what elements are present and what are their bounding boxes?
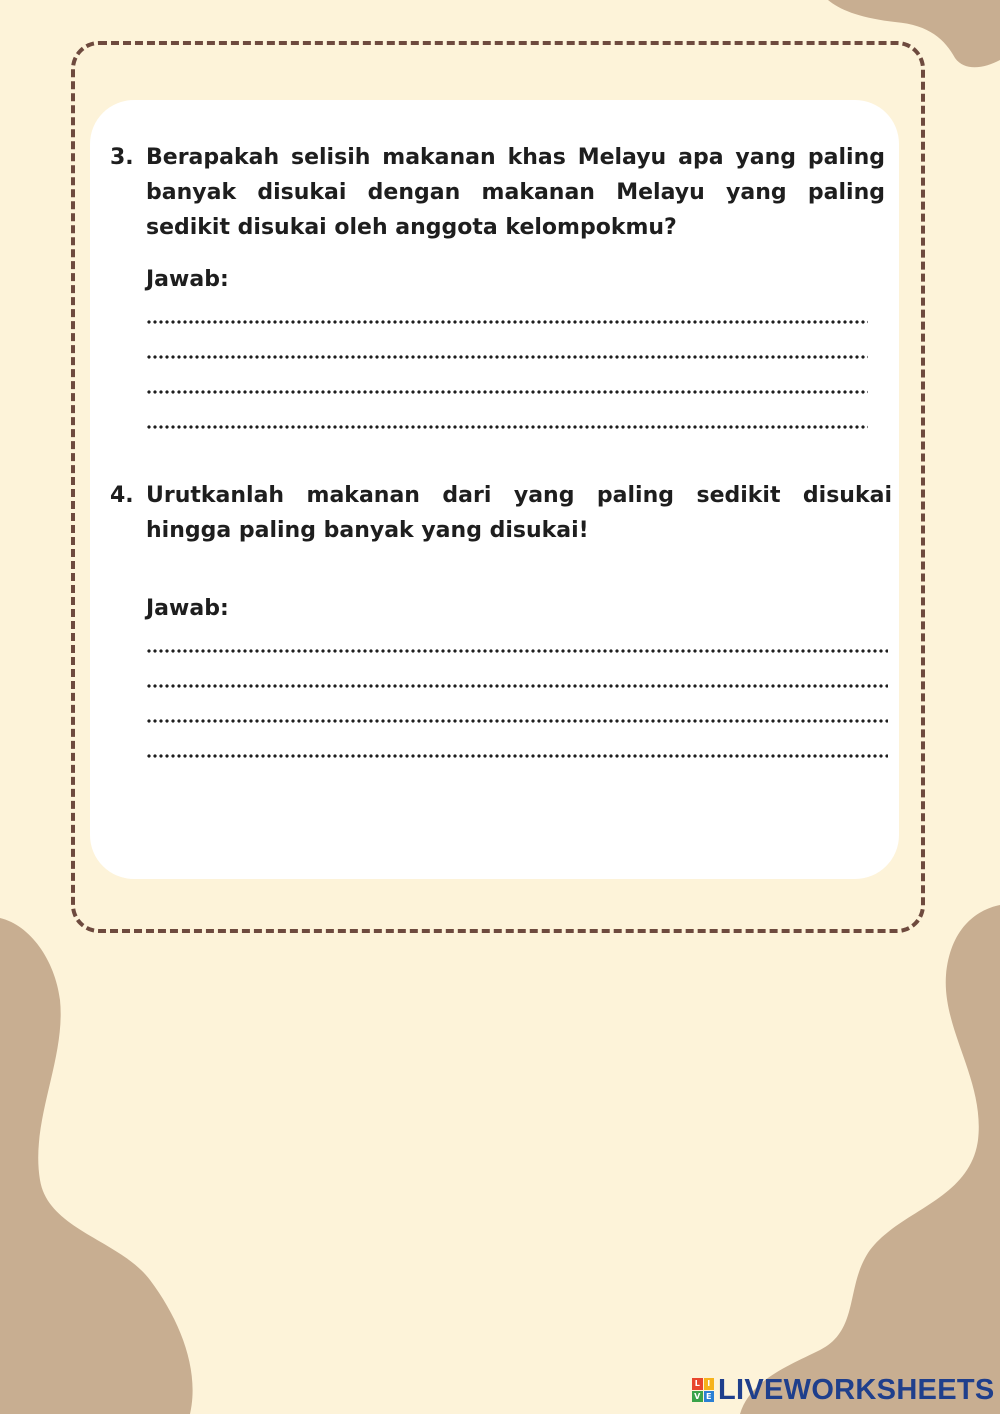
logo-mark-letter: V (692, 1391, 703, 1403)
answer-line[interactable] (146, 626, 888, 661)
answer-line[interactable] (146, 402, 868, 437)
question-3 (110, 140, 885, 437)
question-4 (110, 478, 892, 766)
answer-line[interactable] (146, 661, 888, 696)
answer-line[interactable] (146, 332, 868, 367)
logo-text: LIVEWORKSHEETS (718, 1373, 995, 1406)
question-text: Berapakah selisih makanan khas Melayu apa yang paling banyak disukai dengan makanan Melayu yang paling sedikit disukai oleh anggota kelompokmu? (146, 145, 885, 240)
answer-line[interactable] (146, 696, 888, 731)
answer-line[interactable] (146, 297, 868, 332)
logo-mark-icon (692, 1378, 714, 1402)
question-number: 3. (110, 145, 134, 170)
answer-line[interactable] (146, 367, 868, 402)
logo-mark-letter: I (704, 1378, 715, 1390)
answer-line[interactable] (146, 731, 888, 766)
answer-label: Jawab: (146, 267, 229, 292)
blob-bottom-right (740, 905, 1000, 1414)
answer-label: Jawab: (146, 596, 229, 621)
question-number: 4. (110, 483, 134, 508)
blob-bottom-left (0, 918, 193, 1414)
logo-mark-letter: L (692, 1378, 703, 1390)
answer-lines (146, 626, 888, 766)
question-text: Urutkanlah makanan dari yang paling sedikit disukai hingga paling banyak yang disukai! (146, 483, 892, 543)
liveworksheets-logo (692, 1372, 995, 1408)
answer-lines (146, 297, 868, 437)
logo-mark-letter: E (704, 1391, 715, 1403)
